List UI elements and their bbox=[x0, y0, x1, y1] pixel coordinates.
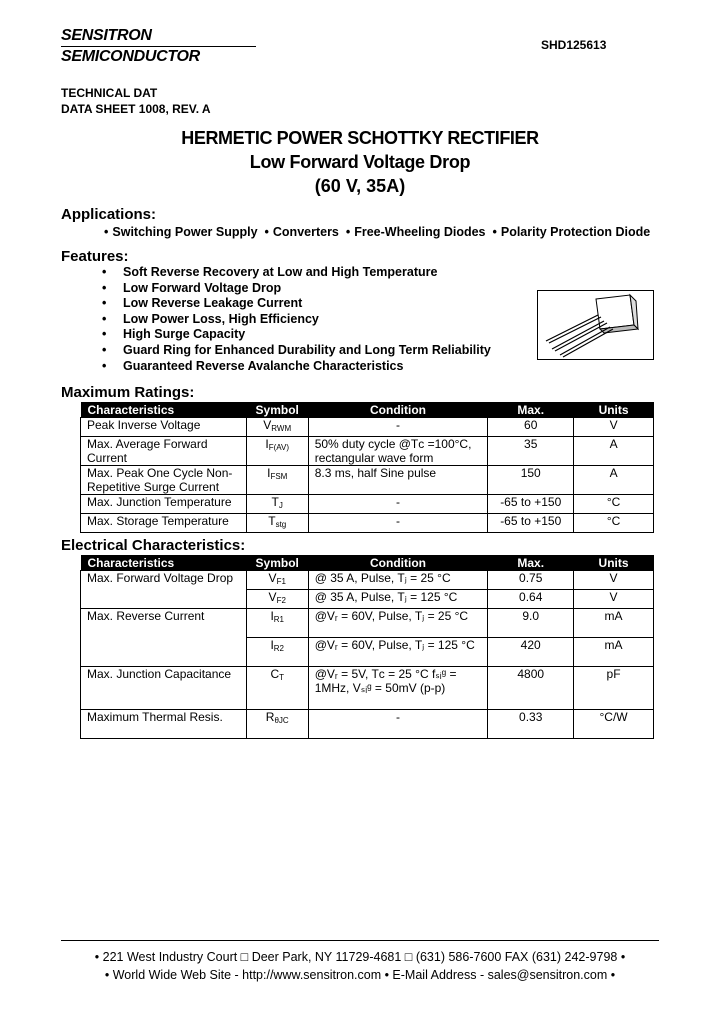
units-cell: V bbox=[574, 590, 654, 609]
page-title: HERMETIC POWER SCHOTTKY RECTIFIER bbox=[181, 128, 539, 148]
company-logo-line1: SENSITRON bbox=[61, 27, 152, 44]
units-cell: mA bbox=[574, 638, 654, 667]
units-cell: pF bbox=[574, 667, 654, 710]
units-cell: A bbox=[574, 437, 654, 466]
column-header: Units bbox=[574, 555, 654, 571]
feature-item: • Low Reverse Leakage Current bbox=[100, 296, 491, 312]
max-cell: -65 to +150 bbox=[488, 514, 574, 533]
symbol-cell: $V_{F2}$ bbox=[246, 590, 308, 609]
characteristic-cell: Max. Storage Temperature bbox=[81, 514, 247, 533]
max-cell: 150 bbox=[488, 466, 574, 495]
company-logo-line2: SEMICONDUCTOR bbox=[61, 48, 200, 65]
max-cell: 0.33 bbox=[488, 710, 574, 739]
table-row bbox=[81, 495, 654, 514]
table-row bbox=[81, 514, 654, 533]
units-cell: V bbox=[574, 418, 654, 437]
symbol-cell: $V_{RWM}$ bbox=[246, 418, 308, 437]
table-header-row bbox=[81, 402, 654, 418]
characteristic-cell: Peak Inverse Voltage bbox=[81, 418, 247, 437]
max-cell: 420 bbox=[488, 638, 574, 667]
condition-cell: @ 35 A, Pulse, Tⱼ = 125 °C bbox=[308, 590, 488, 609]
features-heading: Features: bbox=[61, 248, 129, 265]
condition-cell: 8.3 ms, half Sine pulse bbox=[308, 466, 488, 495]
table-row bbox=[81, 571, 654, 590]
characteristic-cell: Maximum Thermal Resis. bbox=[81, 710, 247, 739]
table-header-row bbox=[81, 555, 654, 571]
characteristic-cell: Max. Peak One Cycle Non-Repetitive Surge Current bbox=[81, 466, 247, 495]
symbol-cell: $R_{\theta JC}$ bbox=[246, 710, 308, 739]
page-rating: (60 V, 35A) bbox=[314, 176, 406, 196]
symbol-cell: $I_{R2}$ bbox=[246, 638, 308, 667]
max-cell: -65 to +150 bbox=[488, 495, 574, 514]
logo-rule bbox=[61, 46, 256, 47]
symbol-cell: $T_J$ bbox=[246, 495, 308, 514]
column-header: Max. bbox=[488, 555, 574, 571]
condition-cell: - bbox=[308, 495, 488, 514]
feature-item: • Low Forward Voltage Drop bbox=[100, 281, 491, 297]
electrical-heading: Electrical Characteristics: bbox=[61, 537, 246, 554]
application-item: Free-Wheeling Diodes bbox=[354, 225, 486, 239]
package-drawing bbox=[537, 290, 654, 360]
table-row bbox=[81, 418, 654, 437]
table-row bbox=[81, 437, 654, 466]
application-item: Switching Power Supply bbox=[112, 225, 258, 239]
feature-item: • Guaranteed Reverse Avalanche Characteristics bbox=[100, 359, 491, 375]
max-cell: 4800 bbox=[488, 667, 574, 710]
units-cell: °C bbox=[574, 514, 654, 533]
technical-data-block bbox=[61, 85, 211, 117]
max-cell: 0.64 bbox=[488, 590, 574, 609]
characteristic-cell: Max. Junction Temperature bbox=[81, 495, 247, 514]
document-number: SHD125613 bbox=[541, 38, 607, 52]
feature-item: • Soft Reverse Recovery at Low and High Temperature bbox=[100, 265, 491, 281]
feature-item: • High Surge Capacity bbox=[100, 327, 491, 343]
column-header: Symbol bbox=[246, 555, 308, 571]
condition-cell: @Vᵣ = 60V, Pulse, Tⱼ = 125 °C bbox=[308, 638, 488, 667]
column-header: Max. bbox=[488, 402, 574, 418]
table-row bbox=[81, 609, 654, 638]
symbol-cell: $C_T$ bbox=[246, 667, 308, 710]
max-ratings-table bbox=[80, 402, 654, 533]
table-row bbox=[81, 667, 654, 710]
condition-cell: - bbox=[308, 514, 488, 533]
characteristic-cell: Max. Average Forward Current bbox=[81, 437, 247, 466]
characteristic-cell: Max. Forward Voltage Drop bbox=[81, 571, 247, 609]
table-row bbox=[81, 466, 654, 495]
column-header: Characteristics bbox=[81, 402, 247, 418]
max-cell: 60 bbox=[488, 418, 574, 437]
page-subtitle: Low Forward Voltage Drop bbox=[249, 152, 471, 172]
condition-cell: - bbox=[308, 418, 488, 437]
column-header: Condition bbox=[308, 555, 488, 571]
feature-item: • Low Power Loss, High Efficiency bbox=[100, 312, 491, 328]
tech-data-label: TECHNICAL DAT bbox=[61, 86, 158, 100]
symbol-cell: $I_{FSM}$ bbox=[246, 466, 308, 495]
symbol-cell: $T_{stg}$ bbox=[246, 514, 308, 533]
condition-cell: @Vᵣ = 60V, Pulse, Tⱼ = 25 °C bbox=[308, 609, 488, 638]
condition-cell: @ 35 A, Pulse, Tⱼ = 25 °C bbox=[308, 571, 488, 590]
column-header: Symbol bbox=[246, 402, 308, 418]
units-cell: °C/W bbox=[574, 710, 654, 739]
feature-item: • Guard Ring for Enhanced Durability and Long Term Reliability bbox=[100, 343, 491, 359]
characteristic-cell: Max. Junction Capacitance bbox=[81, 667, 247, 710]
max-cell: 9.0 bbox=[488, 609, 574, 638]
characteristic-cell: Max. Reverse Current bbox=[81, 609, 247, 667]
max-ratings-heading: Maximum Ratings: bbox=[61, 384, 195, 401]
footer-contact: • World Wide Web Site - http://www.sensitron.com • E-Mail Address - sales@sensitron.com • bbox=[104, 968, 616, 982]
electrical-table bbox=[80, 555, 654, 739]
footer-rule bbox=[61, 940, 659, 941]
column-header: Units bbox=[574, 402, 654, 418]
units-cell: °C bbox=[574, 495, 654, 514]
condition-cell: - bbox=[308, 710, 488, 739]
units-cell: V bbox=[574, 571, 654, 590]
to-package-icon bbox=[538, 291, 653, 359]
application-item: Polarity Protection Diode bbox=[500, 225, 651, 239]
applications-list: • Switching Power Supply • Converters • Free-Wheeling Diodes • Polarity Protection Diode bbox=[104, 225, 651, 239]
max-cell: 0.75 bbox=[488, 571, 574, 590]
column-header: Condition bbox=[308, 402, 488, 418]
units-cell: A bbox=[574, 466, 654, 495]
condition-cell: @Vᵣ = 5V, Tᴄ = 25 °C fₛᵢᵍ = 1MHz, Vₛᵢᵍ = 50mV (p-p) bbox=[308, 667, 488, 710]
condition-cell: 50% duty cycle @Tᴄ =100°C, rectangular wave form bbox=[308, 437, 488, 466]
symbol-cell: $I_{F(AV)}$ bbox=[246, 437, 308, 466]
column-header: Characteristics bbox=[81, 555, 247, 571]
table-row bbox=[81, 710, 654, 739]
footer-address: • 221 West Industry Court □ Deer Park, NY 11729-4681 □ (631) 586-7600 FAX (631) 242-9798 • bbox=[94, 950, 626, 964]
units-cell: mA bbox=[574, 609, 654, 638]
application-item: Converters bbox=[272, 225, 339, 239]
data-sheet-revision: DATA SHEET 1008, REV. A bbox=[61, 102, 211, 116]
applications-heading: Applications: bbox=[61, 206, 157, 223]
symbol-cell: $V_{F1}$ bbox=[246, 571, 308, 590]
features-list bbox=[100, 265, 491, 374]
symbol-cell: $I_{R1}$ bbox=[246, 609, 308, 638]
max-cell: 35 bbox=[488, 437, 574, 466]
